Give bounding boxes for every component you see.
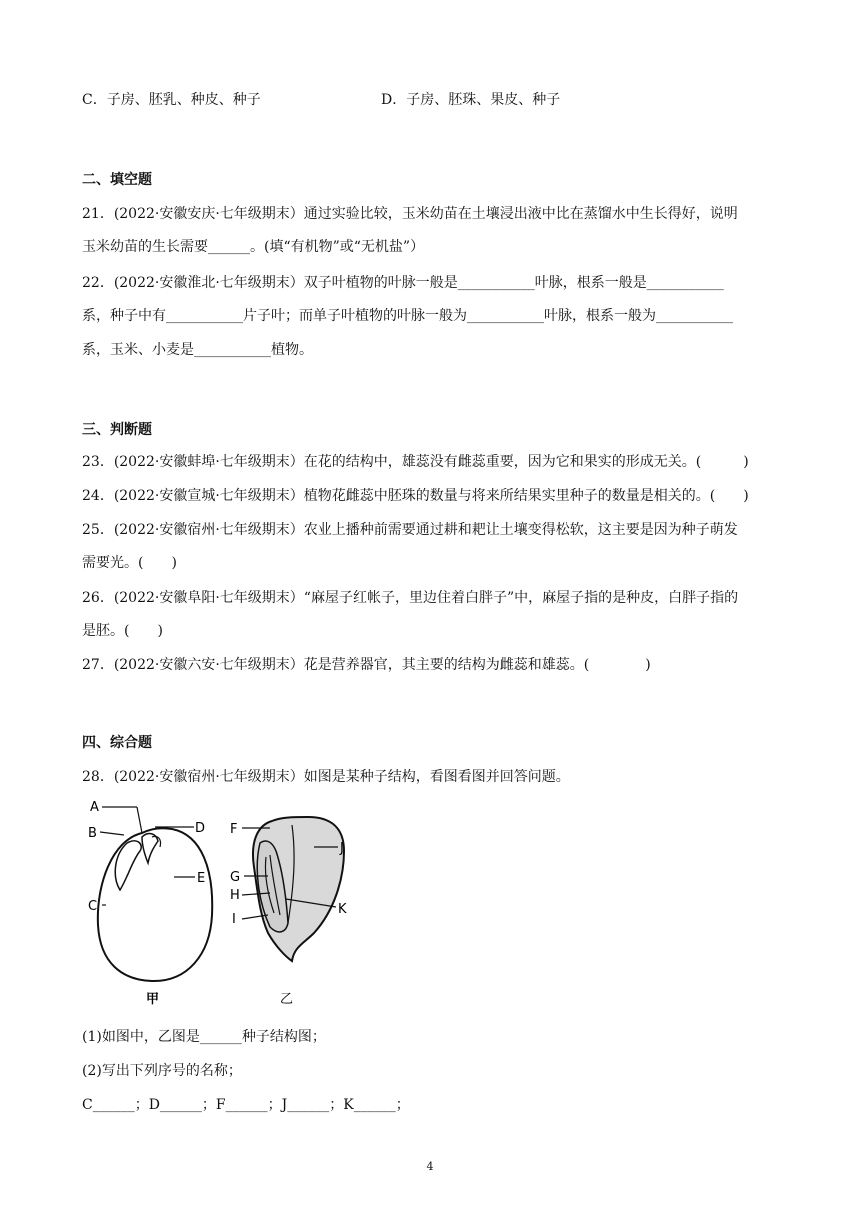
- label-h: H: [230, 888, 240, 903]
- label-c: C: [88, 899, 98, 914]
- question-25-line-2: 需要光。( ): [82, 555, 177, 571]
- question-28-sub-1: (1)如图中，乙图是______种子结构图；: [82, 1029, 326, 1045]
- question-22-line-2: 系，种子中有___________片子叶；而单子叶植物的叶脉一般为___________叶脉，根系一般为___________: [82, 308, 733, 324]
- label-e: E: [197, 871, 206, 886]
- label-a: A: [90, 800, 99, 815]
- question-28-sub-2: (2)写出下列序号的名称；: [82, 1063, 242, 1079]
- section-judgment-title: 三、判断题: [82, 422, 152, 438]
- caption-yi: 乙: [280, 992, 294, 1007]
- question-26-line-1: 26．(2022·安徽阜阳·七年级期末）“麻屋子红帐子，里边住着白胖子”中，麻屋子指的是种皮，白胖子指的: [82, 590, 739, 606]
- question-26-line-2: 是胚。( ): [82, 623, 163, 639]
- question-28: 28．(2022·安徽宿州·七年级期末）如图是某种子结构，看图看图并回答问题。: [82, 769, 570, 785]
- section-fill-blank-title: 二、填空题: [82, 172, 152, 188]
- question-25-line-1: 25．(2022·安徽宿州·七年级期末）农业上播种前需要通过耕和耙让土壤变得松软，这主要是因为种子萌发: [82, 522, 738, 538]
- label-d: D: [195, 821, 206, 836]
- label-j: J: [340, 841, 344, 856]
- question-23: 23．(2022·安徽蚌埠·七年级期末）在花的结构中，雄蕊没有雌蕊重要，因为它和果实的形成无关。( ): [82, 454, 749, 470]
- bean-plumule: [142, 834, 158, 863]
- seed-structure-figure: [82, 795, 382, 1010]
- question-28-sub-3: C______；D______；F______；J______；K______；: [82, 1097, 410, 1113]
- label-g: G: [230, 870, 241, 885]
- option-c: C．子房、胚乳、种皮、种子: [82, 92, 261, 108]
- section-comprehensive-title: 四、综合题: [82, 735, 152, 751]
- label-b: B: [88, 826, 97, 841]
- question-22-line-3: 系，玉米、小麦是___________植物。: [82, 342, 313, 358]
- question-24: 24．(2022·安徽宣城·七年级期末）植物花雌蕊中胚珠的数量与将来所结果实里种子的数量是相关的。( ): [82, 488, 749, 504]
- label-f: F: [230, 822, 238, 837]
- page-number: 4: [426, 1160, 434, 1173]
- bean-seed-outline: [98, 828, 212, 981]
- seed-diagram: [82, 795, 382, 1010]
- question-27: 27．(2022·安徽六安·七年级期末）花是营养器官，其主要的结构为雌蕊和雄蕊。( ): [82, 657, 651, 673]
- question-22-line-1: 22．(2022·安徽淮北·七年级期末）双子叶植物的叶脉一般是___________叶脉，根系一般是___________: [82, 275, 724, 291]
- label-k: K: [338, 902, 347, 917]
- option-d: D．子房、胚珠、果皮、种子: [381, 92, 561, 108]
- caption-jia: 甲: [146, 992, 160, 1007]
- question-21-line-2: 玉米幼苗的生长需要______。(填“有机物”或“无机盐”）: [82, 239, 425, 255]
- label-i: I: [232, 912, 236, 927]
- question-21-line-1: 21．(2022·安徽安庆·七年级期末）通过实验比较，玉米幼苗在土壤浸出液中比在蒸馏水中生长得好，说明: [82, 206, 738, 222]
